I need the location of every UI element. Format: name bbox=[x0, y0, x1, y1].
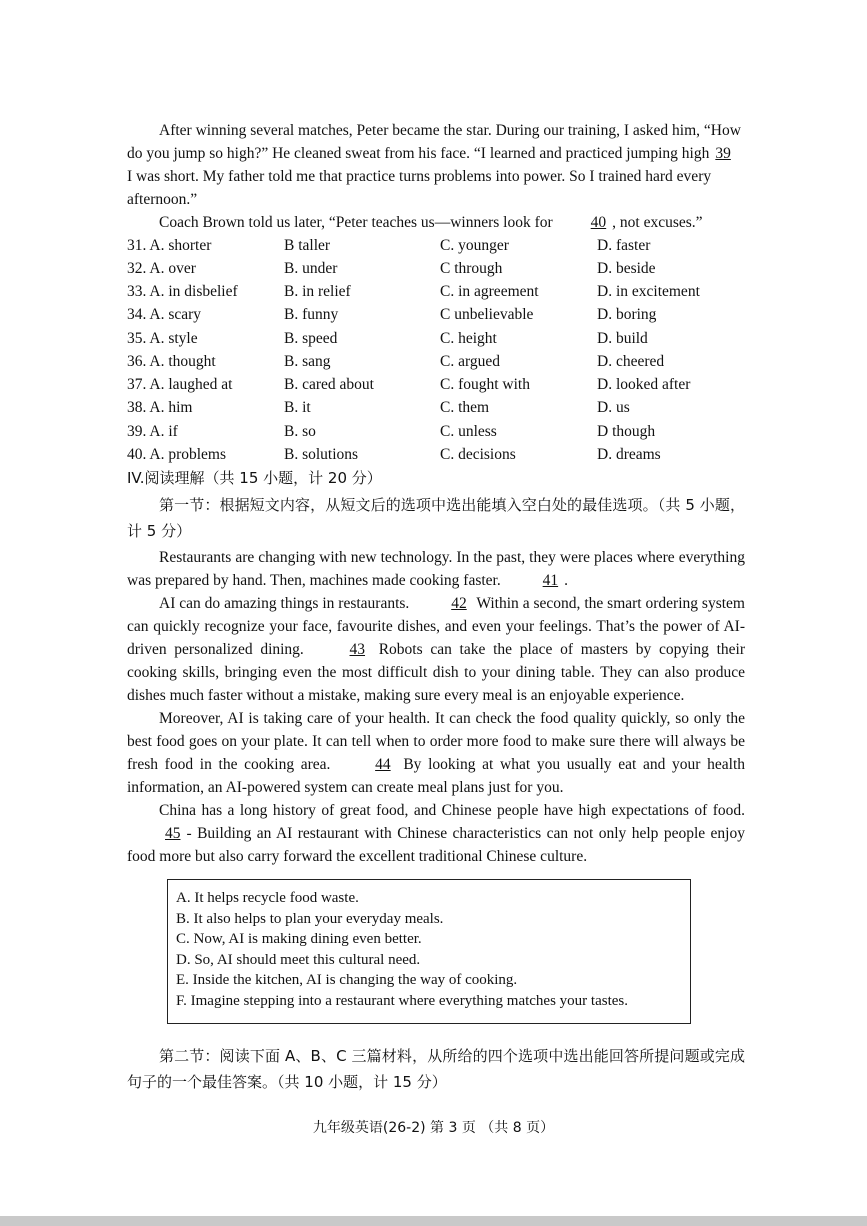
option: 31. A. shorter bbox=[127, 237, 212, 254]
option: B. sang bbox=[284, 353, 331, 370]
option: D. us bbox=[597, 399, 630, 416]
blank-42: 42 bbox=[451, 595, 467, 612]
passage-line: I was short. My father told me that practice turns problems into power. So I trained hard every bbox=[127, 168, 712, 185]
option: C unbelievable bbox=[440, 306, 534, 323]
option: C. younger bbox=[440, 237, 509, 254]
option: D. build bbox=[597, 330, 648, 347]
passage-line: do you jump so high?” He cleaned sweat from his face. “I learned and practiced jumping high 39 bbox=[127, 142, 745, 165]
passage-line: After winning several matches, Peter became the star. During our training, I asked him, “How bbox=[159, 122, 741, 139]
option-row-34 bbox=[127, 303, 745, 326]
option-row-35 bbox=[127, 327, 745, 350]
option: C. them bbox=[440, 399, 490, 416]
option: D. looked after bbox=[597, 376, 691, 393]
option: B. so bbox=[284, 423, 316, 440]
option: 37. A. laughed at bbox=[127, 376, 233, 393]
answer-choices-box bbox=[167, 879, 691, 1024]
blank-40: 40 bbox=[590, 214, 607, 231]
option-row-37 bbox=[127, 373, 745, 396]
choice-item: F. Imagine stepping into a restaurant where everything matches your tastes. bbox=[176, 992, 628, 1009]
option: B. in relief bbox=[284, 283, 351, 300]
option: B taller bbox=[284, 237, 331, 254]
choice-item: B. It also helps to plan your everyday meals. bbox=[176, 910, 444, 927]
option-row-31 bbox=[127, 234, 745, 257]
reading-paragraph: China has a long history of great food, and Chinese people have high expectations of food. 45 - Building an AI restaurant with Chinese characteristics can not only help people enjoy food more but also carry forward the excellent traditional Chinese culture. bbox=[127, 802, 745, 865]
option: C. unless bbox=[440, 423, 497, 440]
choice-item: D. So, AI should meet this cultural need. bbox=[176, 951, 421, 968]
option: B. it bbox=[284, 399, 311, 416]
option: 38. A. him bbox=[127, 399, 193, 416]
option: C. height bbox=[440, 330, 497, 347]
option-row-36 bbox=[127, 350, 745, 373]
blank-39: 39 bbox=[715, 145, 731, 162]
option: 34. A. scary bbox=[127, 306, 202, 323]
option: C through bbox=[440, 260, 503, 277]
choice-item: A. It helps recycle food waste. bbox=[176, 890, 359, 906]
blank-45: 45 bbox=[165, 825, 181, 842]
option: B. under bbox=[284, 260, 338, 277]
option-row-38 bbox=[127, 396, 745, 419]
passage-line: afternoon.” bbox=[127, 191, 198, 208]
option: B. funny bbox=[284, 306, 339, 323]
section-instructions: 第二节：阅读下面 A、B、C 三篇材料，从所给的四个选项中选出能回答所提问题或完成句子的一个最佳答案。（共 10 小题，计 15 分） bbox=[127, 1047, 745, 1091]
reading-paragraph: Moreover, AI is taking care of your health. It can check the food quality quickly, so only the best food goes on your plate. It can tell when to order more food to make sure there will always be fresh food in the cooking area. 44 By looking at what you usually eat and your health information, an AI-powered system can create meal plans just for you. bbox=[127, 710, 745, 796]
option: B. cared about bbox=[284, 376, 374, 393]
option-row-39 bbox=[127, 420, 745, 443]
section-heading: IV.阅读理解（共 15 小题，计 20 分） bbox=[127, 469, 382, 487]
option: D. beside bbox=[597, 260, 656, 277]
option: 35. A. style bbox=[127, 330, 198, 347]
option: B. solutions bbox=[284, 446, 359, 463]
choice-item: C. Now, AI is making dining even better. bbox=[176, 931, 422, 947]
option: 40. A. problems bbox=[127, 446, 227, 463]
option: D. dreams bbox=[597, 446, 661, 463]
option: C. argued bbox=[440, 353, 500, 370]
reading-paragraph: Restaurants are changing with new technology. In the past, they were places where everything was prepared by hand. Then, machines made cooking faster. 41 . bbox=[127, 546, 745, 592]
option: 32. A. over bbox=[127, 260, 196, 277]
option: D. boring bbox=[597, 306, 657, 323]
option-row-32 bbox=[127, 257, 745, 280]
option: 39. A. if bbox=[127, 423, 178, 440]
option: D. faster bbox=[597, 237, 651, 254]
passage-line: Coach Brown told us later, “Peter teaches us—winners look for 40 , not excuses.” bbox=[127, 211, 745, 234]
option: C. decisions bbox=[440, 446, 516, 463]
option-row-40 bbox=[127, 443, 745, 466]
choice-item: E. Inside the kitchen, AI is changing the way of cooking. bbox=[176, 972, 518, 988]
option: C. fought with bbox=[440, 376, 530, 393]
scan-edge bbox=[0, 1216, 867, 1226]
option: D. in excitement bbox=[597, 283, 700, 300]
option: D though bbox=[597, 423, 656, 440]
blank-44: 44 bbox=[375, 756, 391, 773]
option: B. speed bbox=[284, 330, 338, 347]
page-footer: 九年级英语(26-2) 第 3 页 （共 8 页） bbox=[312, 1120, 555, 1136]
blank-41: 41 bbox=[542, 572, 559, 589]
option: C. in agreement bbox=[440, 283, 539, 300]
option: 36. A. thought bbox=[127, 353, 216, 370]
blank-43: 43 bbox=[349, 641, 366, 658]
reading-paragraph: AI can do amazing things in restaurants. 42 Within a second, the smart ordering system can quickly recognize your face, favourite dishes, and even your feelings. That’s the power of AI-driven personalized dining. 43 Robots can take the place of masters by copying their cooking skills, bringing even the most difficult dish to your dining table. They can also produce dishes much faster without a mistake, making sure every meal is an enjoyable experience. bbox=[127, 592, 745, 707]
option: 33. A. in disbelief bbox=[127, 283, 238, 300]
option: D. cheered bbox=[597, 353, 665, 370]
option-row-33 bbox=[127, 280, 745, 303]
section-instructions: 第一节：根据短文内容，从短文后的选项中选出能填入空白处的最佳选项。（共 5 小题，计 5 分） bbox=[127, 496, 745, 540]
